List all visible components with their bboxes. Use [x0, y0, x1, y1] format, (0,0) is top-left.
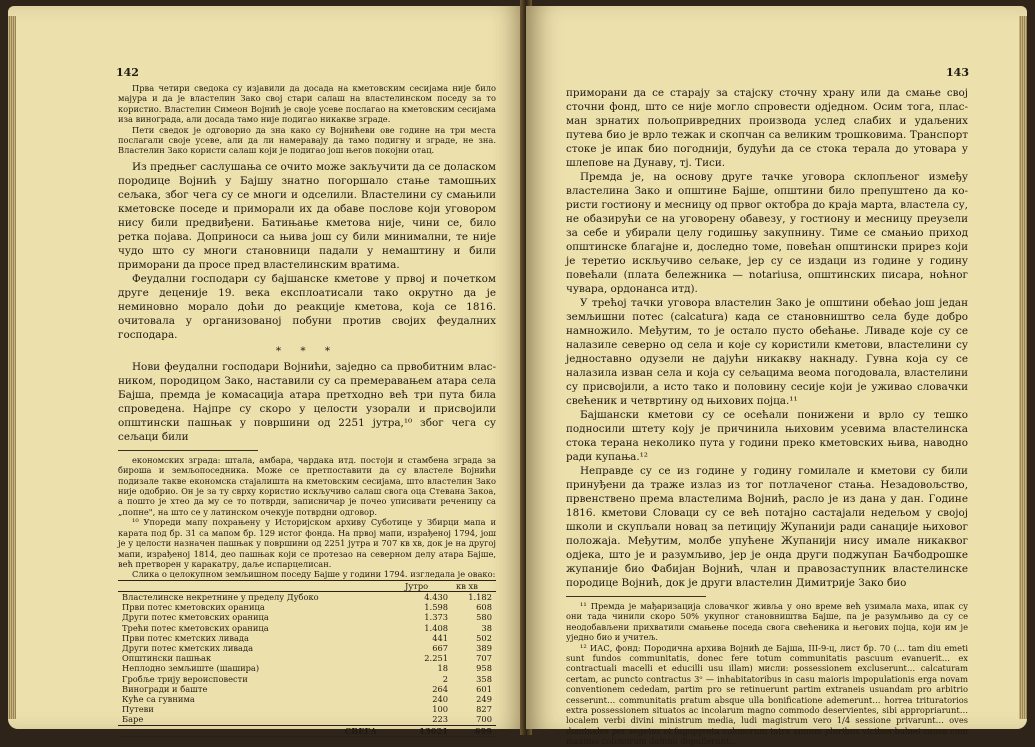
- table-row: [118, 602, 496, 612]
- body-paragraph: Бајшански кметови су се осећали понижени и врло су тешко подносили штету коју је причинила њиховим усевима властелинска стока терана неколико пута у години преко кметовских њива, наводно ради купања.¹²: [566, 409, 968, 463]
- table-row: [118, 704, 496, 714]
- table-cell-value: 1.373: [424, 612, 449, 623]
- table-cell-value: 223: [432, 714, 449, 725]
- table-cell-label: Неплодно земљиште (шашира): [122, 663, 260, 674]
- table-row: [118, 623, 496, 633]
- body-paragraph: У трећој тачки уговора властелин Зако је општини обећао још један земљишни потес (calcatura) када се становништво села буде добро намножило. Међутим, то је остало пусто обећање. Ливаде које су се налазиле северно од села и које су користили кметови, властелини су једноставно одузели не дајући никакву накнаду. Гувна која су се налазила изван села и која су сељацима веома погодовала, властелини су присвојили, а исто тако и половину сесије који је уживао словачки свећеник и четвртину од њихових појца.¹¹: [566, 297, 968, 407]
- table-row: [118, 633, 496, 643]
- table-cell-label: Први потес кметских ливада: [122, 632, 249, 643]
- table-cell-value: 389: [476, 642, 492, 653]
- table-cell-value: 1.182: [468, 591, 492, 602]
- right-page-text: [566, 86, 968, 747]
- table-row: [118, 694, 496, 704]
- table-cell-value: 358: [476, 673, 492, 684]
- section-break: * * *: [275, 344, 339, 357]
- table-cell-label: Виногради и баште: [122, 683, 208, 694]
- table-cell-label: Трећи потес кметовских ораница: [122, 622, 269, 633]
- table-cell-label: Баре: [122, 714, 144, 725]
- table-cell-label: Властелинске некретнине у пределу Дубоко: [122, 591, 319, 602]
- land-table: [118, 580, 496, 737]
- table-row: [118, 643, 496, 653]
- table-row: [118, 612, 496, 622]
- table-row: [118, 714, 496, 725]
- body-paragraph: Неправде су се из године у годину гомилале и кметови су били принуђени да траже излаз из тог потлаченог стања. Незадовољство, првенствено према властелима Војнић, расло је из дана у дан. Године 1816. кметови Словаци су се већ потајно састајали недељом у својој школи и скупљали новац за петицију Жупанији ради санације њиховог положаја. Међутим, молбе упућене Жупанији нису имале никаквог одјека, што је и разумљиво, јер је онда други поджупан Бачбодрошке жупаније био Фабијан Војнић, члан и правозаступник властелинске породице Војнић, док је други властелин Димитрије Зако био: [566, 465, 968, 589]
- footnotes: [566, 601, 968, 747]
- table-cell-value: 264: [432, 683, 449, 694]
- right-page: [526, 6, 1027, 747]
- table-header: Јутро: [401, 580, 452, 591]
- table-cell-value: 601: [476, 683, 492, 694]
- footnote: економских зграда: штала, амбара, чардака итд. постоји и стамбена зграда за бироша и земљопоседника. Може се претпоставити да су властеле Војнићи подизале такве економска стајалишта на кметовским сесијама, што властелин Зако није одобрио. Он је за ту сврху користио искључиво салаш свога оца Стевана Закоа, а пошто је хтео да му се то потврди, записничар је почео уписивати реченицу са „попне", на што се у латинском очекује потврдни одговор.: [118, 454, 496, 517]
- table-body: [118, 591, 496, 725]
- table-cell-value: 249: [476, 693, 492, 704]
- table-cell-value: 827: [476, 704, 492, 715]
- footnote: ¹⁰ Упореди мапу похрањену у Историјском архиву Суботице у Збирци мапа и карата под бр. 31 са мапом бр. 129 истог фонда. На првој мапи, израђеној 1794, још је у целости назначен пашњак у површини од 2251 јутра и 707 кв хв, док је на другој мапи, израђеној 1814, део пашњак који се протезао на северном делу атара Бајше, већ претворен у каракатру, даље испарцелисан.: [118, 517, 496, 569]
- note-paragraph: Прва четири сведока су изјавили да досада на кметовским сесијама није било мајура и да је властелин Зако свој стари салаш на властелинском поседу за то користио. Властелин Симеон Војнић је своје усеве послагао на кметовским сесијама изa винограда, али досада тамо није подигао никакве зграде.: [118, 83, 496, 125]
- total-label: СВЕГА: [118, 725, 401, 736]
- table-cell-label: Куће са гувнима: [122, 693, 195, 704]
- table-cell-value: 958: [476, 663, 492, 674]
- table-cell-value: 18: [437, 663, 449, 674]
- table-cell-value: 4.430: [424, 591, 449, 602]
- table-cell-label: Други потес кметских ливада: [122, 642, 254, 653]
- table-header-row: [118, 580, 496, 591]
- table-cell-value: 100: [432, 704, 449, 715]
- table-row: [118, 653, 496, 663]
- footnotes: [118, 455, 496, 580]
- total-value: 13021: [401, 725, 452, 736]
- table-cell-value: 240: [432, 693, 449, 704]
- page-edge-left: [8, 16, 16, 719]
- table-row: [118, 663, 496, 673]
- left-page-text: [118, 83, 496, 737]
- table-header: кв хв: [452, 580, 496, 591]
- continued-note: [118, 83, 496, 156]
- table-cell-value: 707: [476, 653, 492, 664]
- body-paragraph: Нови феудални господари Војнићи, заједно са првобитним власником, породицом Зако, наставили су са премеравањем атара села Бајша, премда је комасација атара претходно већ три пута била спроведена. Најпре су скоро у целости узорали и присвојили општински пашњак у површини од 2251 јутра,¹⁰ због чега су сељаци били: [118, 360, 496, 443]
- table-cell-label: Други потес кметовских ораница: [122, 612, 269, 623]
- body-paragraph: Феудални господари су бајшанске кметове у првој и почетком друге деценије 19. века експлоатисали тако окрутно да је неминовно морало доћи до реакције кметова, која се 1816. очитовала у организованој побуни против својих феудалних господара.: [118, 272, 496, 341]
- table-cell-value: 608: [476, 602, 492, 613]
- body-paragraph: Премда је, на основу друге тачке уговора склопљеног између властелина Зако и општине Бајше, општини било препуштено да користи гостиону и месницу од првог октобра до краја марта, властела су, не обазирући се на уговорену обавезу, у гостиону и месницу преузели за себе и убирали целу годишњу закупнину. Тиме се смањио приход општинске благајне и, доследно томе, повећан општински прирез који је теретио искључиво сељаке, јер су се издаци из године у годину повећали (плата бележника — notariusa, општинских писара, ноћног чувара, ордонанса итд).: [566, 171, 968, 295]
- table-cell-value: 1.408: [424, 622, 449, 633]
- table-header: [118, 580, 401, 591]
- table-row: [118, 684, 496, 694]
- table-cell-label: Општински пашњак: [122, 653, 212, 664]
- footnote: ¹² ИАС, фонд: Породична архива Војнић де Бајша, III-9-ц, лист бр. 70 (… tam diu emeti sunt fundos communitatis, donec fere totum communitatis pascuum evanuerit… ex contractuali macelli et educilli usu illam) мисли: possessionem excluserunt… calcaturam certam, ac puncto contractus 3ᵒ — inhabitatoribus in casu maioris impopulationis erga novam conventionem cededam, partim pro se retinuerunt partim extraneis usuandam pro arbitrio cesserunt… communitatis pratum absque ulla bonificatione ademerunt… horrea trituratorios extra possessionem situatos ac incolarum magno commodo deservientes, sibi appropriarunt… localem verbi divini ministrum media, ludi magistrum vero 1/4 sessione privarunt… oves dominales per segetes et fagopyreta colonorum intra annum pluribus vicibus balnei causa cum maximo colonorum damno depullerunt…: [566, 642, 968, 747]
- page-number-right: 143: [946, 66, 969, 79]
- table-cell-value: 38: [481, 622, 492, 633]
- table-cell-label: Гробље трију вероисповести: [122, 673, 248, 684]
- page-number-left: 142: [116, 66, 139, 79]
- table-cell-value: 667: [432, 642, 449, 653]
- table-cell-value: 2: [442, 673, 449, 684]
- table-cell-value: 2.251: [424, 653, 449, 664]
- table-total-row: [118, 725, 496, 736]
- note-paragraph: Пети сведок је одговорио да зна како су Војнићеви ове године на три места послагали своје усеве, али да ли намеравају да тамо подигну и зграде, не зна. Властелин Зако користи салаш који је подигао још његов покојни отац.: [118, 124, 496, 156]
- table-cell-value: 502: [476, 632, 492, 643]
- table-cell-label: Путеви: [122, 704, 154, 715]
- footnote-divider: [566, 596, 706, 597]
- body-paragraph: Из предњег саслушања се очито може закључити да се доласком породице Војнић у Бајшу знатно погоршало стање тамошњих сељака, због чега су се многи и одселили. Властелини су смањили кметовске поседе и приморали их да обаве послове који уговором нису били предвиђени. Батињање кметова није, чини се, било ретка појава. Доприноси са њива још су били минимални, те није чудо што су многи становници падали у немаштину и били приморани да просе пред властелинским вратима.: [118, 160, 496, 271]
- page-edge-right: [1019, 16, 1027, 719]
- table-row: [118, 674, 496, 684]
- table-cell-label: Први потес кметовских ораница: [122, 602, 265, 613]
- table-cell-value: 1.598: [424, 602, 449, 613]
- body-paragraph: приморани да се старају за стајску сточну храну или да смање свој сточни фонд, што се није могло спровести одједном. Осим тога, пласман зрнатих пољопривредних производа услед слабих и удаљених путева био је врло тежак и скопчан са великим трошковима. Транспорт стоке је ипак био погоднији, будући да се стока терала до утовара у шлепове на Дунаву, тј. Тиси.: [566, 87, 968, 169]
- footnote: ¹¹ Премда је мађаризација словачког живља у оно време већ узимала маха, ипак су они тада чинили скоро 50% укупног становништва Бајше, па је разумљиво да су се неодобављени прихватили смањење поседа свога свећеника и његових појца, који им је уједно био и учитељ.: [566, 601, 968, 643]
- left-page: [8, 6, 526, 736]
- table-cell-value: 441: [432, 632, 449, 643]
- footnote-divider: [118, 450, 258, 451]
- table-row: [118, 591, 496, 602]
- table-cell-value: 580: [476, 612, 492, 623]
- footnote: Слика о целокупном земљишном поседу Бајше у години 1794. изгледала је овако:: [132, 569, 496, 580]
- table-cell-value: 700: [476, 714, 492, 725]
- total-value: 699: [452, 725, 496, 736]
